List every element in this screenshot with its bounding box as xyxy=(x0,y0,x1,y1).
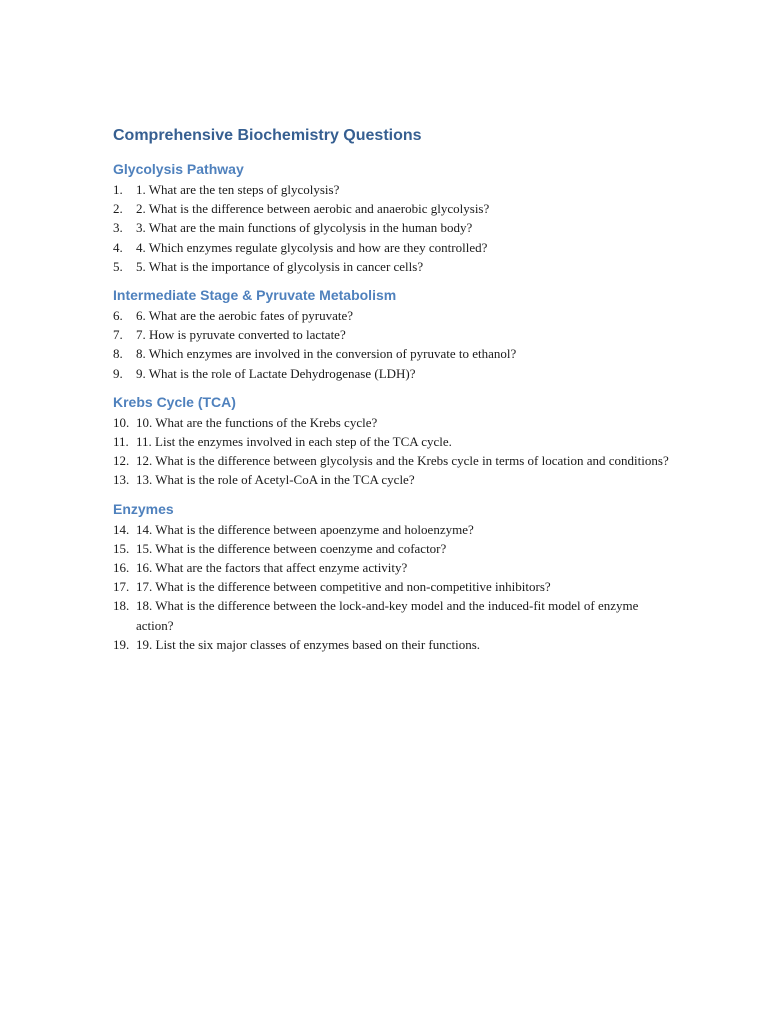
question-text: 5. What is the importance of glycolysis in cancer cells? xyxy=(136,258,424,274)
question-text: 4. Which enzymes regulate glycolysis and how are they controlled? xyxy=(136,239,488,255)
question-item xyxy=(113,325,673,344)
question-list xyxy=(113,180,673,276)
question-number: 9. xyxy=(113,365,123,381)
question-item xyxy=(113,470,673,489)
section-pyruvate-metabolism xyxy=(113,284,673,383)
question-text: 8. Which enzymes are involved in the conversion of pyruvate to ethanol? xyxy=(136,346,517,362)
question-item xyxy=(113,218,673,237)
question-number: 4. xyxy=(113,239,123,255)
question-item xyxy=(113,199,673,218)
section-heading: Krebs Cycle (TCA) xyxy=(113,393,236,410)
question-text: 3. What are the main functions of glycolysis in the human body? xyxy=(136,220,473,236)
question-number: 1. xyxy=(113,182,123,197)
question-item xyxy=(113,558,673,577)
section-heading: Glycolysis Pathway xyxy=(113,161,244,177)
question-text: 10. What are the functions of the Krebs cycle? xyxy=(136,414,378,430)
question-item xyxy=(113,635,673,654)
question-text: 2. What is the difference between aerobic and anaerobic glycolysis? xyxy=(136,201,490,217)
section-glycolysis xyxy=(113,158,673,276)
question-item xyxy=(113,180,673,199)
question-list xyxy=(113,413,673,490)
question-number: 18. xyxy=(113,598,130,614)
question-item xyxy=(113,539,673,558)
question-text: 16. What are the factors that affect enzyme activity? xyxy=(136,560,408,576)
question-text: 6. What are the aerobic fates of pyruvate? xyxy=(136,308,354,324)
document-page xyxy=(113,122,673,654)
question-item xyxy=(113,577,673,596)
question-number: 16. xyxy=(113,560,130,576)
question-text: 15. What is the difference between coenzyme and cofactor? xyxy=(136,540,447,556)
question-item xyxy=(113,432,673,451)
question-list xyxy=(113,306,673,383)
question-item xyxy=(113,306,673,325)
question-number: 12. xyxy=(113,453,130,469)
question-item xyxy=(113,257,673,276)
question-item xyxy=(113,520,673,539)
question-number: 2. xyxy=(113,201,123,217)
question-item xyxy=(113,238,673,257)
question-number: 13. xyxy=(113,472,130,488)
question-item xyxy=(113,451,673,470)
section-krebs-cycle xyxy=(113,391,673,490)
question-item xyxy=(113,364,673,383)
question-text: 19. List the six major classes of enzymes based on their functions. xyxy=(136,636,481,652)
question-item xyxy=(113,344,673,363)
section-heading: Enzymes xyxy=(113,500,174,517)
question-number: 5. xyxy=(113,258,123,274)
question-number: 11. xyxy=(113,434,129,450)
question-text: 1. What are the ten steps of glycolysis? xyxy=(136,182,340,197)
question-text: 12. What is the difference between glycolysis and the Krebs cycle in terms of location and conditions? xyxy=(136,453,669,469)
question-item xyxy=(113,596,673,634)
question-list xyxy=(113,520,673,654)
question-item xyxy=(113,413,673,432)
question-number: 6. xyxy=(113,308,123,324)
section-enzymes xyxy=(113,498,673,654)
question-text: 17. What is the difference between competitive and non-competitive inhibitors? xyxy=(136,579,551,595)
question-number: 19. xyxy=(113,636,130,652)
question-text: 7. How is pyruvate converted to lactate? xyxy=(136,327,346,343)
question-text: 13. What is the role of Acetyl-CoA in the TCA cycle? xyxy=(136,472,415,488)
question-number: 14. xyxy=(113,521,130,537)
question-number: 15. xyxy=(113,540,130,556)
question-text: 14. What is the difference between apoenzyme and holoenzyme? xyxy=(136,521,474,537)
question-number: 8. xyxy=(113,346,123,362)
question-number: 17. xyxy=(113,579,130,595)
question-text: 9. What is the role of Lactate Dehydrogenase (LDH)? xyxy=(136,365,416,381)
section-heading: Intermediate Stage & Pyruvate Metabolism xyxy=(113,287,397,304)
document-title: Comprehensive Biochemistry Questions xyxy=(113,127,422,144)
question-number: 7. xyxy=(113,327,123,343)
question-number: 10. xyxy=(113,414,130,430)
question-text: 18. What is the difference between the lock-and-key model and the induced-fit model of enzyme action? xyxy=(136,598,639,633)
question-text: 11. List the enzymes involved in each step of the TCA cycle. xyxy=(136,434,452,450)
question-number: 3. xyxy=(113,220,123,236)
